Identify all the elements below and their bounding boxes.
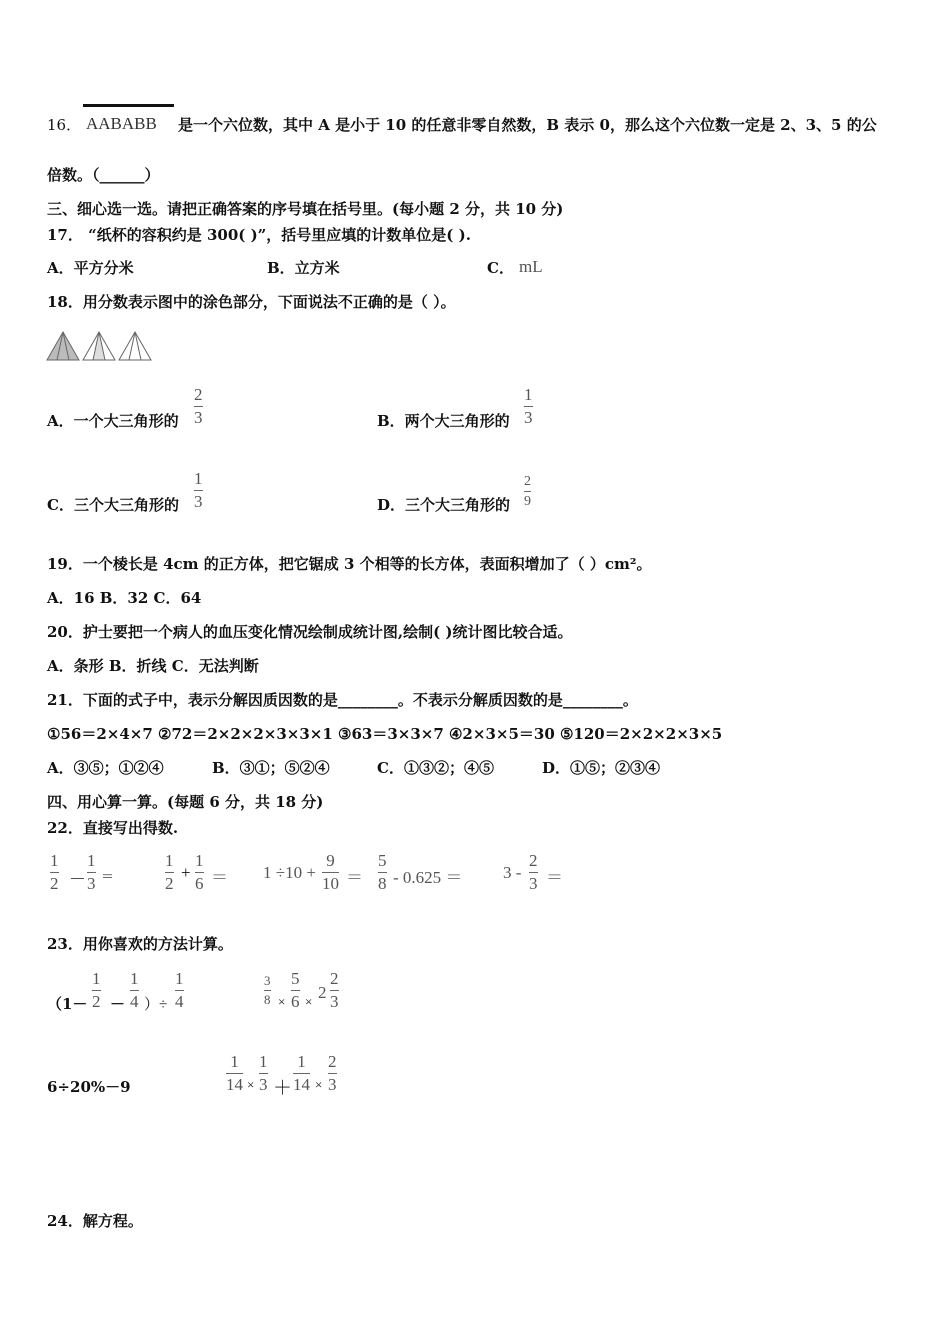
q17-option-c-unit: mL — [519, 257, 543, 276]
denominator: 6 — [195, 874, 204, 893]
denominator: 10 — [322, 874, 339, 893]
q23-e2-whole: 2 — [318, 983, 327, 1002]
q22-e4-frac — [378, 852, 387, 893]
numerator: 2 — [529, 851, 538, 870]
triangle-3 — [119, 332, 151, 360]
q18-option-b: B．两个大三角形的 — [377, 412, 510, 430]
denominator: 2 — [92, 992, 101, 1011]
section-4-heading: 四、用心算一算。(每题 6 分，共 18 分) — [47, 793, 324, 811]
numerator: 1 — [130, 969, 139, 988]
q23-e1-frac1 — [92, 970, 101, 1011]
numerator: 2 — [328, 1052, 337, 1071]
numerator: 2 — [524, 474, 531, 489]
q23-e4-frac2 — [259, 1053, 268, 1094]
q23-e4-frac4 — [328, 1053, 337, 1094]
q22-e3-prefix: 1 ÷10 + — [263, 863, 316, 882]
q18-option-d-fraction — [524, 474, 531, 509]
q23-e4-frac3 — [293, 1053, 310, 1094]
q22-e5-frac — [529, 852, 538, 893]
q21-items: ①56＝2×4×7 ②72＝2×2×2×3×3×1 ③63＝3×3×7 ④2×3×5＝30 ⑤120＝2×2×2×3×5 — [47, 725, 723, 743]
numerator: 1 — [194, 469, 203, 488]
q22-e3-frac — [322, 852, 339, 893]
denominator: 6 — [291, 992, 300, 1011]
q17-option-c: C． — [487, 259, 514, 277]
denominator: 3 — [529, 874, 538, 893]
numerator: 1 — [230, 1052, 239, 1071]
q18-option-c-fraction — [194, 470, 203, 511]
numerator: 3 — [264, 973, 271, 988]
q23-e2-frac3 — [330, 970, 339, 1011]
denominator: 3 — [259, 1075, 268, 1094]
q21-option-b: B．③①；⑤②④ — [212, 759, 330, 777]
denominator: 14 — [293, 1075, 310, 1094]
q21-option-c: C．①③②；④⑤ — [377, 759, 494, 777]
q23-e1-frac2 — [130, 970, 139, 1011]
numerator: 1 — [195, 851, 204, 870]
q18-option-c: C．三个大三角形的 — [47, 496, 179, 514]
numerator: 1 — [87, 851, 96, 870]
q23-e4-op1: × — [247, 1077, 255, 1092]
q17-option-a: A．平方分米 — [47, 259, 134, 277]
q23-stem: 23．用你喜欢的方法计算。 — [47, 935, 233, 953]
q17-option-b: B．立方米 — [267, 259, 340, 277]
q18-option-b-fraction — [524, 386, 533, 427]
denominator: 8 — [378, 874, 387, 893]
q22-e1-frac2 — [87, 852, 96, 893]
denominator: 8 — [264, 992, 271, 1007]
denominator: 3 — [87, 874, 96, 893]
numerator: 2 — [194, 385, 203, 404]
q21-stem: 21．下面的式子中，表示分解因质因数的是________。不表示分解质因数的是________。 — [47, 691, 638, 709]
q22-e3-eq: ＝ — [346, 868, 363, 887]
numerator: 2 — [330, 969, 339, 988]
q20-options: A．条形 B．折线 C．无法判断 — [47, 657, 259, 675]
q23-e1-close: ）÷ — [144, 997, 168, 1013]
numerator: 1 — [92, 969, 101, 988]
denominator: 14 — [226, 1075, 243, 1094]
q22-e2-eq: ＝ — [211, 868, 228, 887]
q22-e2-frac2 — [195, 852, 204, 893]
q23-e4-op2: ＋ — [273, 1078, 293, 1099]
overline-word: AABABB — [86, 114, 157, 133]
denominator: 9 — [524, 494, 531, 509]
denominator: 3 — [194, 408, 203, 427]
denominator: 3 — [330, 992, 339, 1011]
numerator: 1 — [50, 851, 59, 870]
triangle-1 — [47, 332, 79, 360]
denominator: 3 — [194, 492, 203, 511]
numerator: 1 — [175, 969, 184, 988]
q22-e1-frac1 — [50, 852, 59, 893]
overline-bar — [83, 104, 174, 107]
q18-option-d: D．三个大三角形的 — [377, 496, 511, 514]
numerator: 5 — [291, 969, 300, 988]
denominator: 2 — [165, 874, 174, 893]
q19-stem: 19．一个棱长是 4cm 的正方体，把它锯成 3 个相等的长方体，表面积增加了（ ）cm²。 — [47, 555, 652, 573]
q23-e2-op1: × — [278, 994, 286, 1009]
numerator: 1 — [297, 1052, 306, 1071]
numerator: 1 — [259, 1052, 268, 1071]
q23-e2-op2: × — [305, 994, 313, 1009]
section-3-heading: 三、细心选一选。请把正确答案的序号填在括号里。(每小题 2 分，共 10 分) — [47, 200, 564, 218]
q21-option-d: D．①⑤；②③④ — [542, 759, 661, 777]
denominator: 3 — [524, 408, 533, 427]
q19-options: A．16 B．32 C．64 — [47, 589, 202, 607]
q23-e4-op3: × — [315, 1077, 323, 1092]
q20-stem: 20．护士要把一个病人的血压变化情况绘制成统计图,绘制( )统计图比较合适。 — [47, 623, 573, 641]
numerator: 9 — [326, 851, 335, 870]
q23-e1-op1: － — [110, 995, 126, 1013]
numerator: 1 — [165, 851, 174, 870]
q16-number: 16． — [47, 116, 82, 134]
q22-e2-op: + — [181, 863, 191, 882]
q22-e5-eq: ＝ — [546, 868, 563, 887]
q23-e1-frac3 — [175, 970, 184, 1011]
denominator: 4 — [130, 992, 139, 1011]
q23-e4-frac1 — [226, 1053, 243, 1094]
q22-e5-prefix: 3 - — [503, 863, 522, 882]
q18-option-a: A．一个大三角形的 — [47, 412, 179, 430]
q21-option-a: A．③⑤；①②④ — [47, 759, 164, 777]
q22-e1-eq: ＝ — [101, 869, 115, 884]
q22-e4-rest: - 0.625 ＝ — [393, 868, 463, 887]
triangles-figure — [46, 330, 154, 362]
denominator: 2 — [50, 874, 59, 893]
q16-text: 是一个六位数，其中 A 是小于 10 的任意非零自然数，B 表示 0，那么这个六位数一定是 2、3、5 的公 — [178, 116, 877, 134]
numerator: 1 — [524, 385, 533, 404]
q23-e3: 6÷20%－9 — [47, 1078, 131, 1096]
q17-stem: 17． “纸杯的容积约是 300( )”，括号里应填的计数单位是( ). — [47, 226, 471, 244]
triangle-2 — [83, 332, 115, 360]
q16-text-continued: 倍数。（______） — [47, 166, 160, 184]
q24-stem: 24．解方程。 — [47, 1212, 143, 1230]
q23-e2-frac2 — [291, 970, 300, 1011]
q22-stem: 22．直接写出得数. — [47, 819, 179, 837]
denominator: 3 — [328, 1075, 337, 1094]
q18-option-a-fraction — [194, 386, 203, 427]
q23-e2-frac1 — [264, 974, 271, 1007]
q22-e1-op: － — [69, 870, 86, 889]
q18-stem: 18．用分数表示图中的涂色部分，下面说法不正确的是（ ）。 — [47, 293, 456, 311]
q22-e2-frac1 — [165, 852, 174, 893]
numerator: 5 — [378, 851, 387, 870]
q23-e1-open: （1－ — [47, 995, 88, 1013]
denominator: 4 — [175, 992, 184, 1011]
